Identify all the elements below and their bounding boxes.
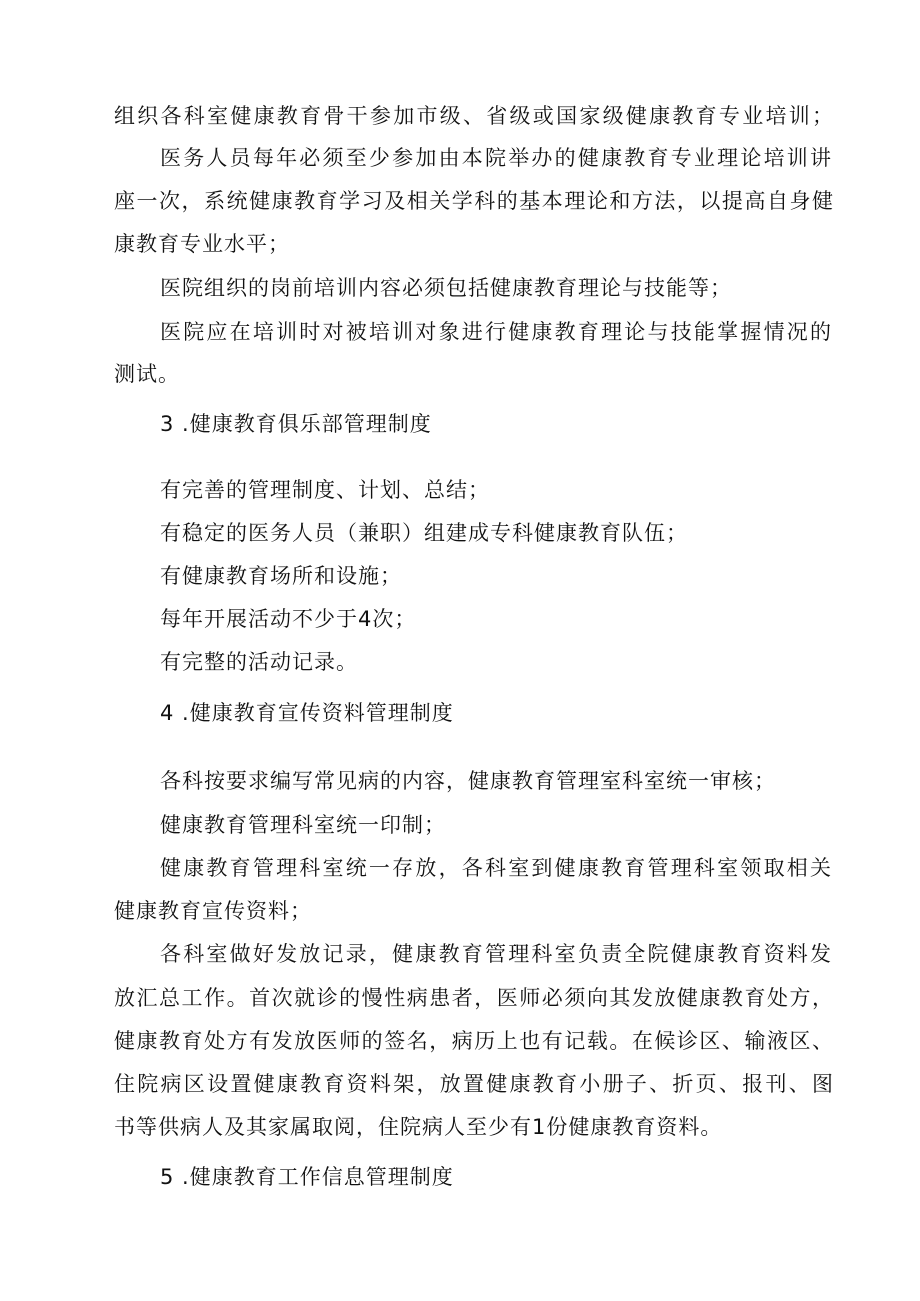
paragraph-line: 住院病区设置健康教育资料架，放置健康教育小册子、折页、报刊、图 xyxy=(114,1072,834,1096)
paragraph-line: 康教育专业水平； xyxy=(114,232,290,256)
paragraph-line: 测试。 xyxy=(114,362,180,386)
paragraph-line: 座一次，系统健康教育学习及相关学科的基本理论和方法，以提高自身健 xyxy=(114,189,834,213)
section-heading: 3 .健康教育俱乐部管理制度 xyxy=(160,412,432,436)
paragraph-line: 各科室做好发放记录，健康教育管理科室负责全院健康教育资料发 xyxy=(160,942,832,966)
paragraph-line: 健康教育宣传资料； xyxy=(114,899,312,923)
section-heading: 5 .健康教育工作信息管理制度 xyxy=(160,1165,454,1189)
list-item: 每年开展活动不少于4次； xyxy=(160,607,417,631)
list-item: 有稳定的医务人员（兼职）组建成专科健康教育队伍； xyxy=(160,521,688,545)
paragraph-line: 放汇总工作。首次就诊的慢性病患者，医师必须向其发放健康教育处方， xyxy=(114,986,834,1010)
paragraph-line: 书等供病人及其家属取阅，住院病人至少有1份健康教育资料。 xyxy=(114,1115,723,1139)
section-heading: 4 .健康教育宣传资料管理制度 xyxy=(160,701,454,725)
paragraph-line: 医务人员每年必须至少参加由本院举办的健康教育专业理论培训讲 xyxy=(160,146,832,170)
list-item: 健康教育管理科室统一印制； xyxy=(160,813,446,837)
list-item: 各科按要求编写常见病的内容，健康教育管理室科室统一审核； xyxy=(160,769,776,793)
paragraph-line: 健康教育处方有发放医师的签名，病历上也有记载。在候诊区、输液区、 xyxy=(114,1029,834,1053)
paragraph-line: 医院应在培训时对被培训对象进行健康教育理论与技能掌握情况的 xyxy=(160,320,832,344)
list-item: 有完整的活动记录。 xyxy=(160,650,358,674)
list-item: 有完善的管理制度、计划、总结； xyxy=(160,478,490,502)
paragraph-line: 医院组织的岗前培训内容必须包括健康教育理论与技能等； xyxy=(160,276,732,300)
list-item: 有健康教育场所和设施； xyxy=(160,564,402,588)
paragraph-line: 组织各科室健康教育骨干参加市级、省级或国家级健康教育专业培训； xyxy=(114,104,834,128)
paragraph-line: 健康教育管理科室统一存放，各科室到健康教育管理科室领取相关 xyxy=(160,856,832,880)
